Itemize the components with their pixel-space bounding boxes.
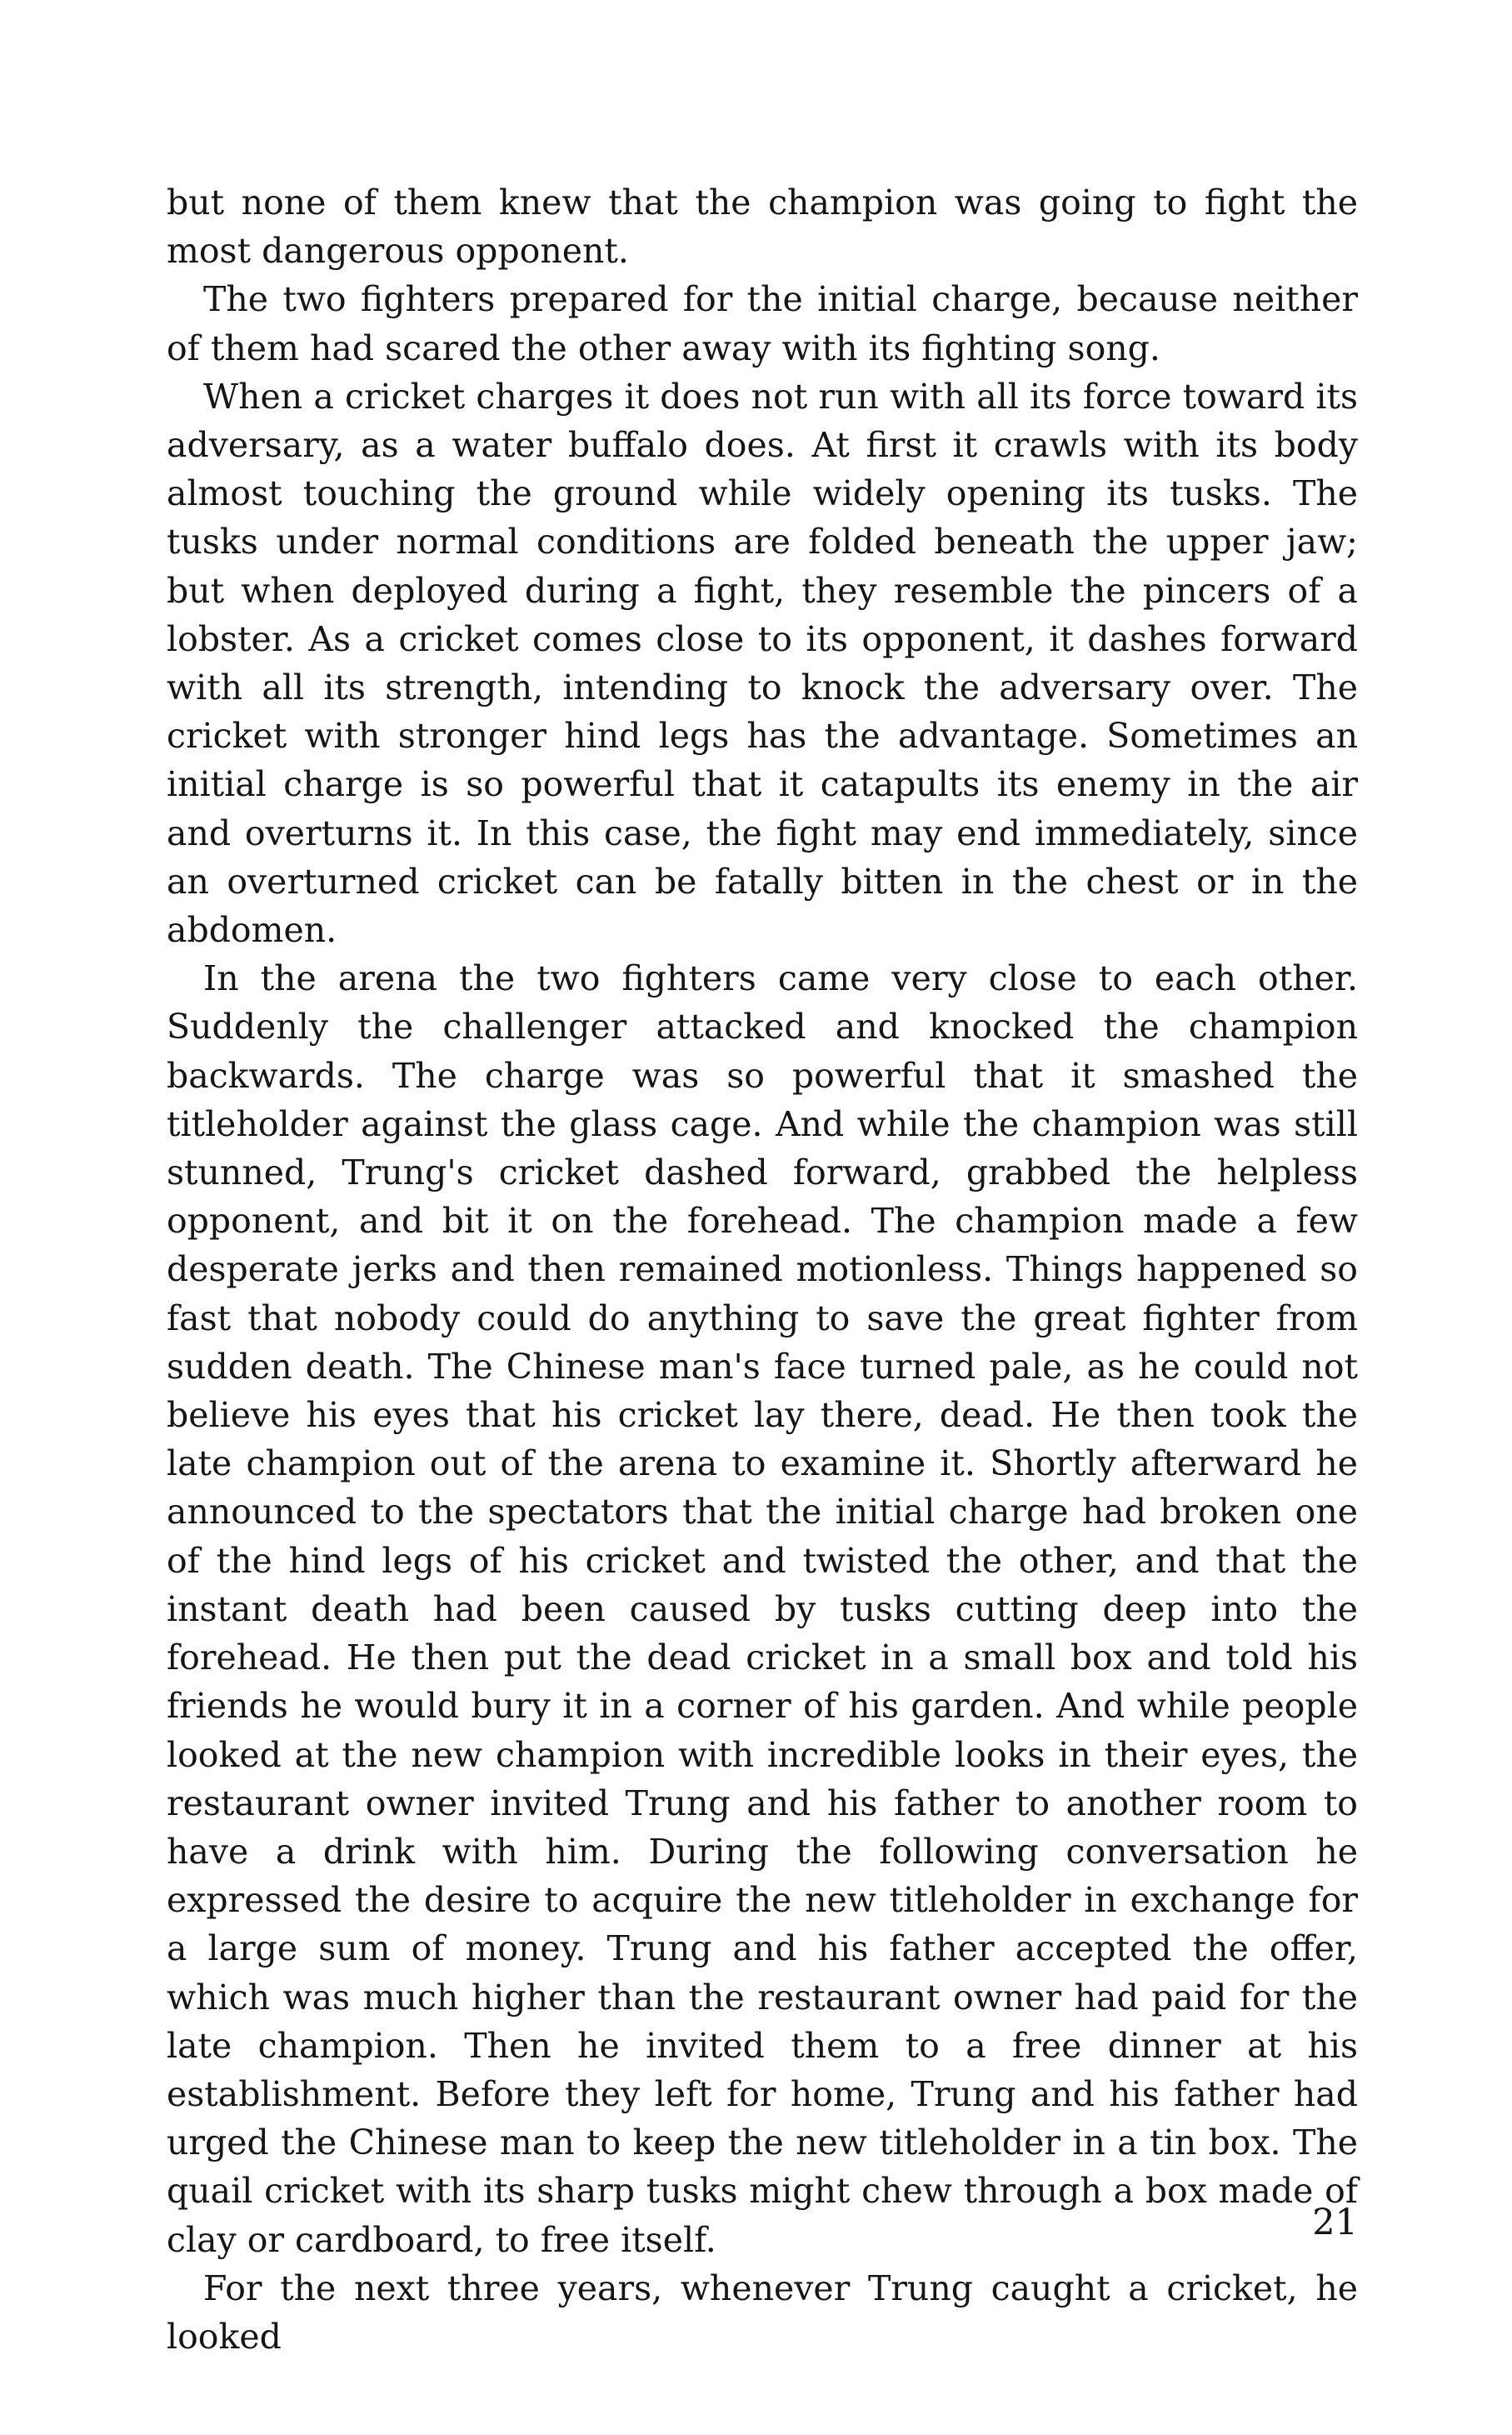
paragraph-arena-fight: In the arena the two fighters came very close to each other. Suddenly the challenger attacked and knocked the champion backwards. The charge was so powerful that it smashed the titleholder against the glass cage. And while the champion was still stunned, Trung's cricket dashed forward, grabbed the helpless opponent, and bit it on the forehead. The champion made a few desperate jerks and then remained motionless. Things happened so fast that nobody could do anything to save the great fighter from sudden death. The Chinese man's face turned pale, as he could not believe his eyes that his cricket lay there, dead. He then took the late champion out of the arena to examine it. Shortly afterward he announced to the spectators that the initial charge had broken one of the hind legs of his cricket and twisted the other, and that the instant death had been caused by tusks cutting deep into the forehead. He then put the dead cricket in a small box and told his friends he would bury it in a corner of his garden. And while people looked at the new champion with incredible looks in their eyes, the restaurant owner invited Trung and his father to another room to have a drink with him. During the following conversation he expressed the desire to acquire the new titleholder in exchange for a large sum of money. Trung and his father accepted the offer, which was much higher than the restaurant owner had paid for the late champion. Then he invited them to a free dinner at his establishment. Before they left for home, Trung and his father had urged the Chinese man to keep the new titleholder in a tin box. The quail cricket with its sharp tusks might chew through a box made of clay or cardboard, to free itself.	[167, 958, 1358, 2260]
paragraph-initial-charge: The two fighters prepared for the initial charge, because neither of them had scared the other away with its fighting song.	[167, 279, 1358, 368]
paragraph-continued: but none of them knew that the champion was going to fight the most dangerous opponent.	[167, 182, 1358, 272]
paragraph-next-three-years: For the next three years, whenever Trung caught a cricket, he looked	[167, 2268, 1358, 2357]
body-text	[167, 178, 1358, 2361]
page-number: 21	[1312, 2202, 1358, 2243]
paragraph-cricket-charge: When a cricket charges it does not run with all its force toward its adversary, as a water buffalo does. At first it crawls with its body almost touching the ground while widely opening its tusks. The tusks under normal conditions are folded beneath the upper jaw; but when deployed during a fight, they resemble the pincers of a lobster. As a cricket comes close to its opponent, it dashes forward with all its strength, intending to knock the adversary over. The cricket with stronger hind legs has the advantage. Sometimes an initial charge is so powerful that it catapults its enemy in the air and overturns it. In this case, the fight may end immediately, since an overturned cricket can be fatally bitten in the chest or in the abdomen.	[167, 376, 1358, 951]
